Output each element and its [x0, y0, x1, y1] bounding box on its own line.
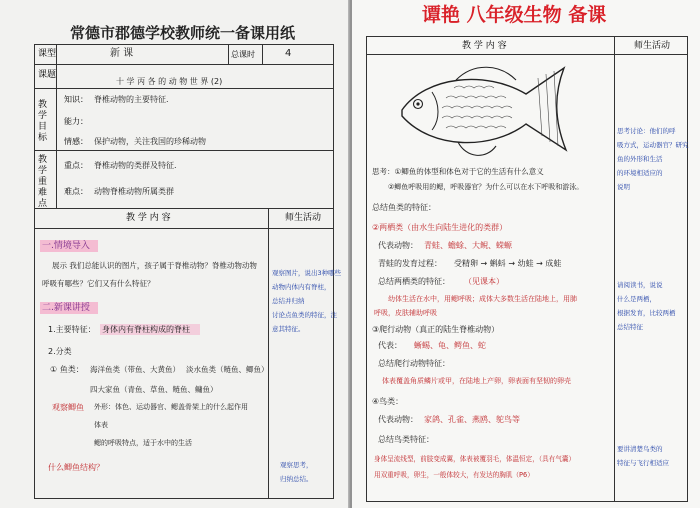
reptile-examples: 蜥蜴、龟、鳄鱼、蛇: [414, 341, 486, 350]
observe-point-c: 鳃的呼吸特点，适于水中的生活: [94, 439, 192, 447]
section-1-title: 一.情境导入: [42, 241, 90, 251]
lesson-type-label: 课型: [38, 49, 57, 59]
amphibian-summary-note: （见课本）: [464, 277, 504, 286]
four-domestic-fish: 四大家鱼（青鱼、草鱼、鲢鱼、鳙鱼）: [90, 385, 218, 394]
right-activity-header: 师生活动: [634, 41, 671, 51]
amphibian-note-2: 呼吸，皮肤辅助呼吸: [374, 309, 437, 317]
right-activity-6: 请阅读书，说说: [617, 281, 663, 289]
frog-development-label: 青蛙的发育过程：: [378, 259, 442, 268]
bird-title: ④鸟类：: [372, 397, 404, 406]
period-value: 4: [285, 48, 292, 59]
fish-drawing: [396, 58, 572, 166]
right-activity-11: 特征与飞行相适应: [617, 459, 669, 467]
lesson-type-value: 新 课: [110, 48, 134, 59]
emotion-value: 保护动物，关注我国的珍稀动物: [94, 137, 206, 146]
teacher-stamp: 谭艳 八年级生物 备课: [422, 4, 607, 26]
fish-label: ① 鱼类：: [50, 365, 84, 374]
right-activity-3: 鱼的外形和生活: [617, 155, 663, 163]
observe-point-b: 体表: [94, 421, 108, 429]
reptile-examples-label: 代表：: [378, 341, 402, 350]
observe-label: 观察鲫鱼: [52, 403, 84, 412]
topic-value: 十 学 丙 各 的 动 物 世 界 (2): [116, 77, 223, 86]
content-header: 教 学 内 容: [126, 213, 171, 223]
right-activity-7: 什么是两栖，: [617, 295, 656, 303]
amphibian-examples: 青蛙、蟾蜍、大鲵、蝾螈: [424, 241, 512, 250]
think-question-2: ②鲫鱼呼吸用的鳃，呼吸器官？为什么可以在水下呼吸和游泳。: [388, 183, 584, 191]
fish-examples: 海洋鱼类（带鱼、大黄鱼）: [90, 365, 180, 374]
reptile-note: 体表覆盖角质鳞片或甲，在陆地上产卵，卵表面有坚韧的卵壳: [382, 377, 571, 385]
bird-note-2: 用双重呼吸，卵生，一般体较大，有发达的胸肌（P6）: [374, 471, 534, 479]
main-feature-value: 身体内有脊柱构成的脊柱: [102, 325, 190, 334]
keypoint-value: 脊椎动物的类群及特征.: [94, 161, 177, 170]
right-page: [352, 0, 700, 508]
right-activity-9: 总结特征: [617, 323, 643, 331]
right-activity-5: 说明: [617, 183, 630, 191]
bird-note-1: 身体呈流线型，前肢变成翼，体表被覆羽毛，体温恒定，（具有气囊）: [374, 455, 576, 463]
amphibian-summary-label: 总结两栖类的特征：: [378, 277, 450, 286]
topic-label: 课题: [38, 70, 57, 80]
reptile-title: ③爬行动物（真正的陆生脊椎动物）: [372, 325, 500, 334]
activity-header: 师生活动: [285, 213, 322, 223]
difficulty-value: 动物脊椎动物所属类群: [94, 187, 174, 196]
activity-note-7: 归纳总结。: [280, 475, 313, 483]
activity-note-3: 总结并归纳: [272, 297, 305, 305]
right-activity-2: 吸方式，运动器官？研究: [617, 141, 689, 149]
section-1-text-2: 呼吸有哪些？它们又有什么特征？: [42, 279, 155, 288]
ability-label: 能力：: [64, 117, 88, 126]
difficulty-label: 难点：: [64, 187, 88, 196]
keypoint-label: 重点：: [64, 161, 88, 170]
page-header-title: 常德市郡德学校教师统一备课用纸: [70, 24, 296, 42]
reptile-summary: 总结爬行动物特征：: [378, 359, 450, 368]
fish-structure-question: 什么鲫鱼结构？: [48, 463, 104, 472]
goal-label: 教学目标: [38, 100, 48, 143]
key-label: 教学重难点: [38, 155, 48, 209]
fish-summary: 总结鱼类的特征：: [372, 203, 436, 212]
bird-examples-label: 代表动物：: [378, 415, 418, 424]
section-1-text-1: 展示 我们总能认识的图片，孩子属于脊椎动物？脊椎动物动物: [52, 261, 257, 270]
activity-note-1: 观察图片，说出3种哪些: [272, 269, 342, 277]
right-content-header: 教 学 内 容: [462, 41, 507, 51]
think-question-1: 思考：①鲫鱼的体型和体色对于它的生活有什么意义: [372, 167, 544, 176]
main-feature-label: 1.主要特征：: [48, 325, 96, 334]
knowledge-label: 知识：: [64, 95, 88, 104]
observe-point-a: 外形：体色、运动器官、鳃盖骨架上的什么起作用: [94, 403, 248, 411]
emotion-label: 情感：: [64, 137, 88, 146]
classification-label: 2.分类: [48, 347, 72, 356]
amphibian-examples-label: 代表动物：: [378, 241, 418, 250]
right-activity-1: 思考讨论：他们的呼: [617, 127, 676, 135]
bird-examples: 家鸽、孔雀、燕鸥、鸵鸟等: [424, 415, 520, 424]
right-activity-8: 根据发育，比较两栖: [617, 309, 676, 317]
knowledge-value: 脊椎动物的主要特征.: [94, 95, 169, 104]
section-2-title: 二.新课讲授: [42, 303, 90, 313]
bird-summary: 总结鸟类特征：: [378, 435, 434, 444]
fish-examples-2: 淡水鱼类（鲢鱼、鲫鱼）: [186, 365, 269, 374]
activity-note-4: 讨论点鱼类的特征，注: [272, 311, 337, 319]
amphibian-title: ②两栖类（由水生向陆生进化的类群）: [372, 223, 508, 232]
right-activity-4: 的环境相适应的: [617, 169, 663, 177]
amphibian-note-1: 幼体生活在水中，用鳃呼吸；成体大多数生活在陆地上，用肺: [388, 295, 577, 303]
activity-note-2: 动物内体内有脊柱，: [272, 283, 331, 291]
frog-development: 受精卵 → 蝌蚪 → 幼蛙 → 成蛙: [454, 259, 562, 268]
right-activity-10: 要讲清楚鸟类的: [617, 445, 663, 453]
period-label: 总课时: [231, 50, 255, 59]
activity-note-5: 意其特征。: [272, 325, 305, 333]
activity-note-6: 观察思考，: [280, 461, 313, 469]
